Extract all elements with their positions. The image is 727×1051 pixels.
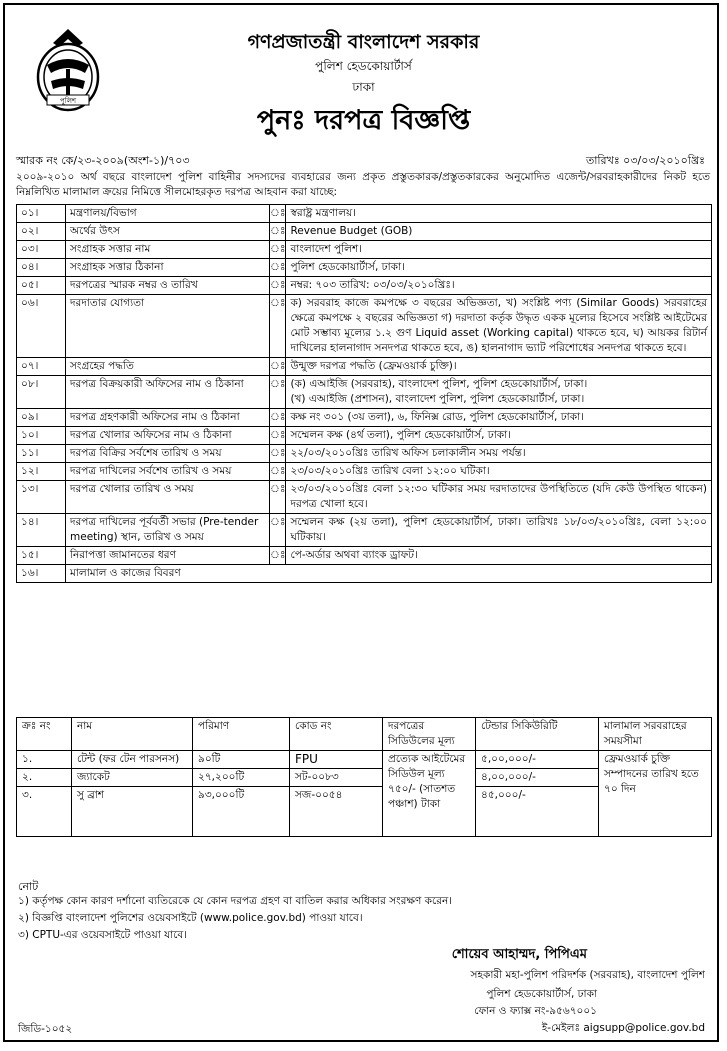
row-number: ১৫। [17, 547, 66, 565]
item-security: ৪,০০,০০০/- [476, 769, 599, 787]
item-quantity: ২৭,২০০টি [193, 769, 290, 787]
row-separator: ঃ [270, 481, 286, 514]
row-value: ২৩/০৩/২০১০খ্রিঃ তারিখ বেলা ১২:০০ ঘটিকা। [286, 463, 712, 481]
item-code: FPU [290, 751, 383, 769]
signatory-email: ই-মেইলঃ aigsupp@police.gov.bd [541, 1022, 705, 1034]
row-separator: ঃ [270, 358, 286, 376]
notice-title: পুনঃ দরপত্র বিজ্ঞপ্তি [256, 105, 471, 136]
row-number: ১০। [17, 427, 66, 445]
row-separator: ঃ [270, 259, 286, 277]
col-security: টেন্ডার সিকিউরিটি [476, 718, 599, 751]
table-row [17, 751, 712, 769]
row-number: ১৪। [17, 514, 66, 547]
col-delivery: মালামাল সরবরাহের সময়সীমা [599, 718, 712, 751]
row-number: ০৩। [17, 241, 66, 259]
item-name: সু ব্রাশ [72, 787, 193, 837]
table-row [17, 463, 712, 481]
row-value: ক) সরবরাহ কাজে কমপক্ষে ৩ বছরের অভিজ্ঞতা, খ) সংশ্লিষ্ট পণ্য (Similar Goods) সরবরাহের ক্ষেত্রে কমপক্ষে ২ বছরের অভিজ্ঞতা গ) দরদাতা কর্তৃক উদ্ধৃত একক মূল্যের হিসেবে সংশ্লিষ্ট আইটেমের মোট সম্ভাব্য মূল্যের ১.২ গুণ Liquid asset (Working capital) থাকতে হবে, ঘ) আয়কর রিটার্ন দাখিলের হালনাগাদ সনদপত্র থাকতে হবে, ঙ) হালনাগাদ ভ্যাট পরিশোধের সনদপত্র থাকতে হবে। [286, 295, 712, 358]
memo-date: তারিখঃ ০৩/০৩/২০১০খ্রিঃ [585, 154, 705, 167]
row-value: সম্মেলন কক্ষ (৪র্থ তলা), পুলিশ হেডকোয়ার্টার্স, ঢাকা। [286, 427, 712, 445]
row-separator: ঃ [270, 205, 286, 223]
row-separator: ঃ [270, 295, 286, 358]
row-value: ২২/০৩/২০১০খ্রিঃ তারিখ অফিস চলাকালীন সময় পর্যন্ত। [286, 445, 712, 463]
table-row [17, 445, 712, 463]
row-value: স্বরাষ্ট্র মন্ত্রণালয়। [286, 205, 712, 223]
item-security: ৫,০০,০০০/- [476, 751, 599, 769]
row-value: Revenue Budget (GOB) [286, 223, 712, 241]
item-serial: ১. [17, 751, 72, 769]
row-label: দরদাতার যোগ্যতা [66, 295, 270, 358]
list-item: ২) বিজ্ঞপ্তি বাংলাদেশ পুলিশের ওয়েবসাইটে (www.police.gov.bd) পাওয়া যাবে। [18, 912, 363, 924]
row-separator: ঃ [270, 277, 286, 295]
col-serial: ক্রঃ নং [17, 718, 72, 751]
city-heading: ঢাকা [352, 80, 375, 94]
item-name: টেন্ট (ফর টেন পারসনস) [72, 751, 193, 769]
delivery-time: ফ্রেমওয়ার্ক চুক্তি সম্পাদনের তারিখ হতে ৭০ দিন [599, 751, 712, 837]
table-row [17, 241, 712, 259]
row-label: নিরাপত্তা জামানতের ধরণ [66, 547, 270, 565]
col-name: নাম [72, 718, 193, 751]
table-row [17, 514, 712, 547]
col-code: কোড নং [290, 718, 383, 751]
government-heading: গণপ্রজাতন্ত্রী বাংলাদেশ সরকার [247, 31, 480, 53]
footer-code: জিডি-১০৫২ [18, 1023, 73, 1035]
row-value: ২৩/০৩/২০১০খ্রিঃ বেলা ১২:৩০ ঘটিকার সময় দরদাতাদের উপস্থিতিতে (যদি কেউ উপস্থিত থাকেন) দরপত্র খোলা হবে। [286, 481, 712, 514]
row-label: দরপত্র গ্রহণকারী অফিসের নাম ও ঠিকানা [66, 409, 270, 427]
row-number: ১৬। [17, 565, 66, 583]
row-value: বাংলাদেশ পুলিশ। [286, 241, 712, 259]
table-row [17, 409, 712, 427]
table-row [17, 295, 712, 358]
table-row [17, 376, 712, 409]
tender-details-table [16, 204, 712, 583]
row-separator: ঃ [270, 547, 286, 565]
row-value: সম্মেলন কক্ষ (২য় তলা), পুলিশ হেডকোয়ার্টার্স, ঢাকা। তারিখঃ ১৮/০৩/২০১০খ্রিঃ, বেলা ১২:০০ ঘটিকায়। [286, 514, 712, 547]
item-code: সজ-০০৫৪ [290, 787, 383, 837]
row-label: দরপত্র দাখিলের পূর্ববর্তী সভার (Pre-tender meeting) স্থান, তারিখ ও সময় [66, 514, 270, 547]
row-number: ১১। [17, 445, 66, 463]
row-number: ১২। [17, 463, 66, 481]
row-separator: ঃ [270, 514, 286, 547]
row-label: দরপত্র বিক্রির সর্বশেষ তারিখ ও সময় [66, 445, 270, 463]
col-schedule-price: দরপত্রের সিডিউলের মূল্য [383, 718, 476, 751]
notes-list [18, 893, 452, 944]
row-number: ০৪। [17, 259, 66, 277]
intro-paragraph: ২০০৯-২০১০ অর্থ বছরে বাংলাদেশ পুলিশ বাহিনীর সদস্যদের ব্যবহারের জন্য প্রকৃত প্রস্তুতকারক/প্রস্তুতকারকের অনুমোদিত এজেন্ট/সরবরাহকারীদের নিকট হতে নিম্নলিখিত মালামাল ক্রয়ের নিমিত্তে সীলমোহরকৃত দরপত্র আহবান করা যাচ্ছে: [16, 171, 710, 198]
list-item: ১) কর্তৃপক্ষ কোন কারণ দর্শানো ব্যতিরেকে যে কোন দরপত্র গ্রহণ বা বাতিল করার অধিকার সংরক্ষণ করেন। [18, 895, 453, 907]
row-value: পে-অর্ডার অথবা ব্যাংক ড্রাফট। [286, 547, 712, 565]
item-quantity: ৯০টি [193, 751, 290, 769]
signatory-office: পুলিশ হেডকোয়ার্টার্স, ঢাকা [486, 988, 597, 1000]
row-separator: ঃ [270, 463, 286, 481]
row-number: ০৭। [17, 358, 66, 376]
item-quantity: ৯৩,০০০টি [193, 787, 290, 837]
col-quantity: পরিমাণ [193, 718, 290, 751]
row-label: দরপত্র বিক্রয়কারী অফিসের নাম ও ঠিকানা [66, 376, 270, 409]
row-separator: ঃ [270, 223, 286, 241]
item-code: সট-০০৮৩ [290, 769, 383, 787]
item-serial: ২. [17, 769, 72, 787]
signatory-name: শোয়েব আহাম্মদ, পিপিএম [451, 947, 587, 962]
signatory-designation: সহকারী মহা-পুলিশ পরিদর্শক (সরবরাহ), বাংলাদেশ পুলিশ [470, 969, 705, 981]
item-name: জ্যাকেট [72, 769, 193, 787]
list-item: ৩) CPTU-এর ওয়েবসাইটে পাওয়া যাবে। [18, 929, 187, 941]
row-value: পুলিশ হেডকোয়ার্টার্স, ঢাকা। [286, 259, 712, 277]
item-security: ৪৫,০০০/- [476, 787, 599, 837]
memo-number: স্মারক নং কে/২৩-২০০৯(অংশ-১)/৭০৩ [16, 154, 190, 167]
row-number: ০৬। [17, 295, 66, 358]
row-number: ০৮। [17, 376, 66, 409]
table-row [17, 259, 712, 277]
row-label: দরপত্র দাখিলের সর্বশেষ তারিখ ও সময় [66, 463, 270, 481]
row-separator: ঃ [270, 241, 286, 259]
row-number: ১৩। [17, 481, 66, 514]
row-label: দরপত্রের স্মারক নম্বর ও তারিখ [66, 277, 270, 295]
row-separator: ঃ [270, 445, 286, 463]
row-separator: ঃ [270, 427, 286, 445]
row-value: নম্বর: ৭০৩ তারিখ: ০৩/০৩/২০১০খ্রিঃ। [286, 277, 712, 295]
notes-title: নোট [18, 880, 39, 893]
items-table [16, 717, 712, 837]
row-number: ০১। [17, 205, 66, 223]
row-label: দরপত্র খোলার তারিখ ও সময় [66, 481, 270, 514]
item-serial: ৩. [17, 787, 72, 837]
row-number: ০৫। [17, 277, 66, 295]
row-label: দরপত্র খোলার অফিসের নাম ও ঠিকানা [66, 427, 270, 445]
table-row [17, 565, 712, 583]
row-value: (ক) এআইজি (সরবরাহ), বাংলাদেশ পুলিশ, পুলিশ হেডকোয়ার্টার্স, ঢাকা। (খ) এআইজি (প্রশাসন), বাংলাদেশ পুলিশ, পুলিশ হেডকোয়ার্টার্স, ঢাকা। [286, 376, 712, 409]
office-heading: পুলিশ হেডকোয়ার্টার্স [315, 59, 412, 73]
row-label: অর্থের উৎস [66, 223, 270, 241]
table-row [17, 427, 712, 445]
row-number: ০২। [17, 223, 66, 241]
table-row [17, 277, 712, 295]
svg-text:পুলিশ: পুলিশ [59, 97, 77, 105]
row-value: কক্ষ নং ৩০১ (৩য় তলা), ৬, ফিনিক্স রোড, পুলিশ হেডকোয়ার্টার্স, ঢাকা। [286, 409, 712, 427]
table-row [17, 358, 712, 376]
row-separator: ঃ [270, 409, 286, 427]
row-separator: ঃ [270, 376, 286, 409]
row-label: সংগ্রাহক সত্তার ঠিকানা [66, 259, 270, 277]
table-row [17, 481, 712, 514]
table-row [17, 547, 712, 565]
schedule-price: প্রত্যেক আইটেমের সিডিউল মূল্য ৭৫০/- (সাতশত পঞ্চাশ) টাকা [383, 751, 476, 837]
row-label: সংগ্রাহক সত্তার নাম [66, 241, 270, 259]
row-label: মন্ত্রণালয়/বিভাগ [66, 205, 270, 223]
row-value: উন্মুক্ত দরপত্র পদ্ধতি (ফ্রেমওয়ার্ক চুক্তি)। [286, 358, 712, 376]
table-row [17, 223, 712, 241]
row-label: সংগ্রহের পদ্ধতি [66, 358, 270, 376]
signatory-phone: ফোন ও ফ্যাক্স নং-৯৫৬৭০০১ [474, 1005, 597, 1017]
table-row [17, 205, 712, 223]
row-label: মালামাল ও কাজের বিবরণ [66, 565, 712, 583]
row-number: ০৯। [17, 409, 66, 427]
